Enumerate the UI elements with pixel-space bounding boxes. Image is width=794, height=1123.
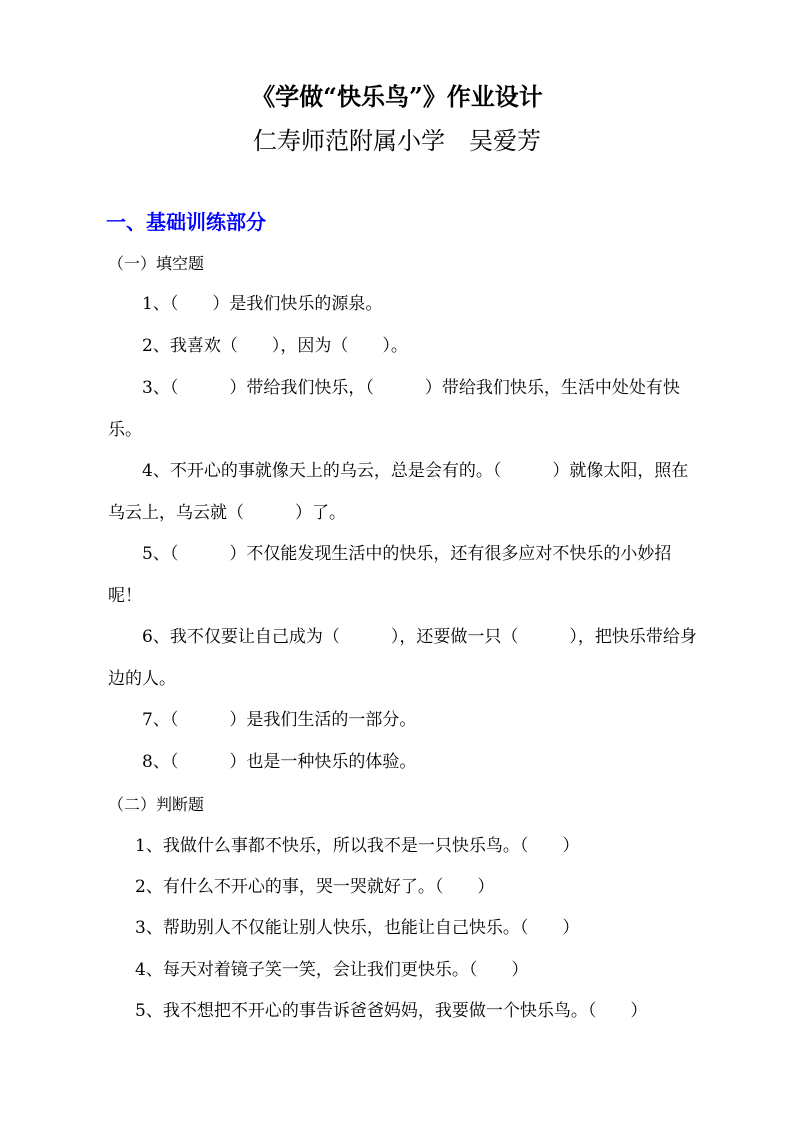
judge-item-3: 3、帮助别人不仅能让别人快乐，也能让自己快乐。（ ） [135,918,580,938]
judge-item-4: 4、每天对着镜子笑一笑，会让我们更快乐。（ ） [135,960,529,980]
document-title: 《学做“快乐鸟”》作业设计 [251,82,543,111]
judge-item-2: 2、有什么不开心的事，哭一哭就好了。（ ） [135,877,495,897]
true-false-heading: （二）判断题 [108,795,205,814]
section-heading-basic-training: 一、基础训练部分 [106,210,266,234]
fill-in-blank-heading: （一）填空题 [108,254,205,273]
fill-item-1: 1、（ ）是我们快乐的源泉。 [142,294,383,314]
judge-item-1: 1、我做什么事都不快乐，所以我不是一只快乐鸟。（ ） [135,836,580,856]
judge-item-5: 5、我不想把不开心的事告诉爸爸妈妈，我要做一个快乐鸟。（ ） [135,1001,648,1021]
fill-item-5: 5、（ ）不仅能发现生活中的快乐，还有很多应对不快乐的小妙招呢！ [108,544,672,606]
fill-item-6: 6、我不仅要让自己成为（ ），还要做一只（ ），把快乐带给身边的人。 [108,627,697,689]
fill-item-8: 8、（ ）也是一种快乐的体验。 [142,752,417,772]
fill-item-7: 7、（ ）是我们生活的一部分。 [142,710,417,730]
document-subtitle: 仁寿师范附属小学 吴爱芳 [253,127,541,155]
fill-item-3: 3、（ ）带给我们快乐，（ ）带给我们快乐，生活中处处有快乐。 [108,378,680,440]
fill-item-4: 4、不开心的事就像天上的乌云，总是会有的。（ ）就像太阳，照在乌云上，乌云就（ ）了。 [108,461,689,523]
fill-item-2: 2、我喜欢（ ），因为（ ）。 [142,336,408,356]
